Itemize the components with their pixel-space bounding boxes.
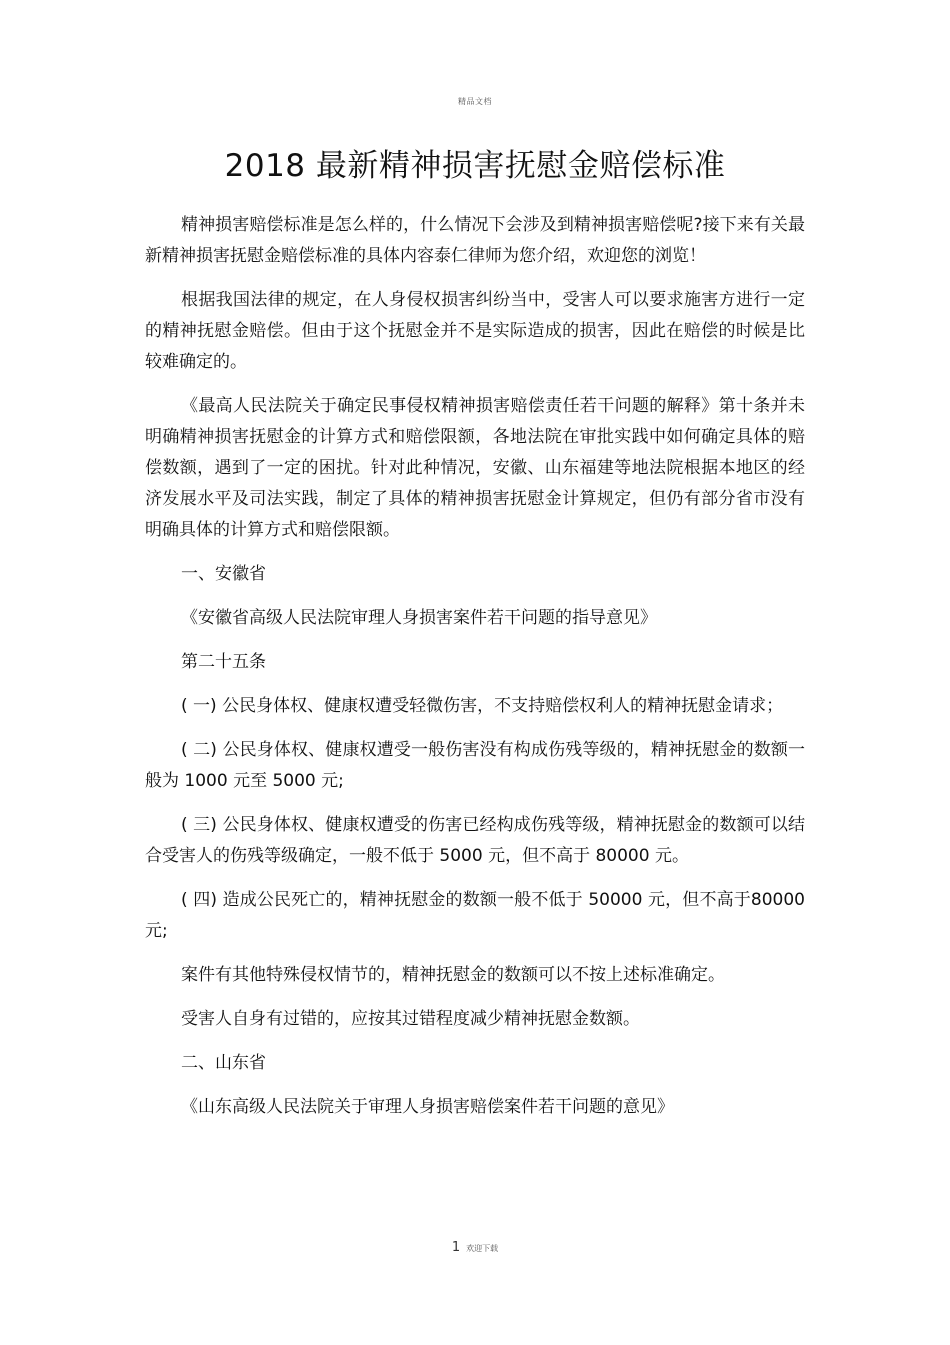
document-reference-anhui: 《安徽省高级人民法院审理人身损害案件若干问题的指导意见》: [181, 608, 657, 628]
document-reference-shandong: 《山东高级人民法院关于审理人身损害赔偿案件若干问题的意见》: [181, 1097, 674, 1117]
page-footer: [0, 1240, 950, 1255]
clause-1: ( 一) 公民身体权、健康权遭受轻微伤害，不支持赔偿权利人的精神抚慰金请求；: [181, 696, 784, 716]
header-note: 精品文档: [458, 97, 492, 106]
clause-4: ( 四) 造成公民死亡的，精神抚慰金的数额一般不低于 50000 元，但不高于80000 元;: [145, 890, 805, 941]
document-title: 2018 最新精神损害抚慰金赔偿标准: [224, 148, 726, 184]
section-heading-anhui: 一、安徽省: [181, 564, 266, 584]
paragraph-intro: 精神损害赔偿标准是怎么样的，什么情况下会涉及到精神损害赔偿呢?接下来有关最新精神损害抚慰金赔偿标准的具体内容泰仁律师为您介绍，欢迎您的浏览！: [145, 215, 805, 266]
footer-note: 欢迎下载: [466, 1244, 499, 1253]
paragraph-interpretation: 《最高人民法院关于确定民事侵权精神损害赔偿责任若干问题的解释》第十条并未明确精神损害抚慰金的计算方式和赔偿限额，各地法院在审批实践中如何确定具体的赔偿数额，遇到了一定的困扰。针对此种情况，安徽、山东福建等地法院根据本地区的经济发展水平及司法实践，制定了具体的精神损害抚慰金计算规定，但仍有部分省市没有明确具体的计算方式和赔偿限额。: [145, 396, 805, 540]
paragraph-victim-fault: 受害人自身有过错的，应按其过错程度减少精神抚慰金数额。: [181, 1009, 640, 1029]
paragraph-legal-basis: 根据我国法律的规定，在人身侵权损害纠纷当中，受害人可以要求施害方进行一定的精神抚慰金赔偿。但由于这个抚慰金并不是实际造成的损害，因此在赔偿的时候是比较难确定的。: [145, 290, 805, 372]
article-heading: 第二十五条: [181, 652, 266, 672]
document-body: [145, 210, 805, 1136]
clause-3: ( 三) 公民身体权、健康权遭受的伤害已经构成伤残等级，精神抚慰金的数额可以结合受害人的伤残等级确定，一般不低于 5000 元，但不高于 80000 元。: [145, 815, 805, 866]
clause-2: ( 二) 公民身体权、健康权遭受一般伤害没有构成伤残等级的，精神抚慰金的数额一般为 1000 元至 5000 元;: [145, 740, 805, 791]
paragraph-special-circumstances: 案件有其他特殊侵权情节的，精神抚慰金的数额可以不按上述标准确定。: [181, 965, 725, 985]
section-heading-shandong: 二、山东省: [181, 1053, 266, 1073]
page-number: 1: [451, 1240, 461, 1255]
